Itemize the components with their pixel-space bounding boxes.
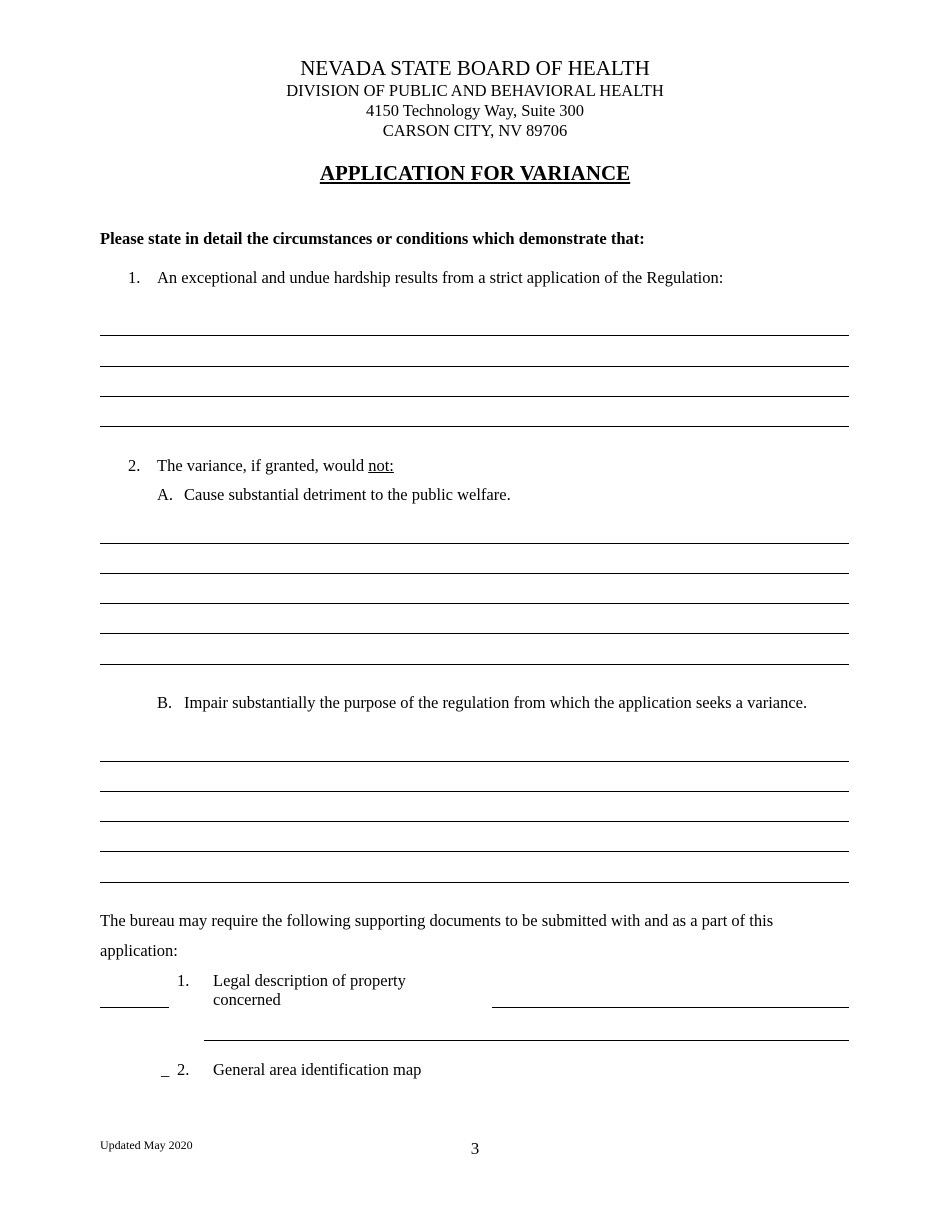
updated-date: Updated May 2020 bbox=[100, 1138, 193, 1152]
item-2-number: 2. bbox=[128, 456, 141, 475]
item-2a-letter: A. bbox=[157, 485, 174, 504]
answer-line[interactable] bbox=[100, 543, 849, 544]
doc-2-text: General area identification map bbox=[213, 1060, 422, 1079]
doc-1-check-line[interactable] bbox=[100, 1007, 169, 1008]
address-line-1: 4150 Technology Way, Suite 300 bbox=[365, 101, 585, 120]
answer-line[interactable] bbox=[100, 664, 849, 665]
doc-2-check-mark[interactable]: _ bbox=[161, 1060, 170, 1079]
item-2-text bbox=[157, 456, 394, 476]
instructions-text: Please state in detail the circumstances or conditions which demonstrate that: bbox=[100, 229, 645, 248]
answer-line[interactable] bbox=[100, 335, 849, 336]
item-2a-text: Cause substantial detriment to the public welfare. bbox=[184, 485, 511, 504]
doc-1-text-line-1: Legal description of property bbox=[213, 971, 406, 990]
page-number: 3 bbox=[470, 1139, 480, 1158]
doc-2-number: 2. bbox=[177, 1060, 190, 1079]
item-1-text: An exceptional and undue hardship results from a strict application of the Regulation: bbox=[157, 268, 724, 287]
item-1-number: 1. bbox=[128, 268, 141, 287]
answer-line[interactable] bbox=[100, 573, 849, 574]
answer-line[interactable] bbox=[100, 603, 849, 604]
item-2-text-main: The variance, if granted, would bbox=[157, 456, 369, 475]
answer-line[interactable] bbox=[100, 396, 849, 397]
page-title: APPLICATION FOR VARIANCE bbox=[319, 161, 631, 185]
doc-1-fill-line-2[interactable] bbox=[204, 1040, 849, 1041]
doc-1-text-line-2: concerned bbox=[213, 990, 281, 1009]
answer-line[interactable] bbox=[100, 882, 849, 883]
supporting-text-line-1: The bureau may require the following supporting documents to be submitted with and as a part of this bbox=[100, 911, 774, 930]
answer-line[interactable] bbox=[100, 633, 849, 634]
answer-line[interactable] bbox=[100, 366, 849, 367]
answer-line[interactable] bbox=[100, 821, 849, 822]
answer-line[interactable] bbox=[100, 791, 849, 792]
division-name: DIVISION OF PUBLIC AND BEHAVIORAL HEALTH bbox=[286, 81, 664, 100]
item-2b-letter: B. bbox=[157, 693, 173, 712]
doc-1-number: 1. bbox=[177, 971, 190, 990]
item-2-emphasis: not: bbox=[368, 456, 394, 475]
supporting-text-line-2: application: bbox=[100, 941, 178, 960]
org-name: NEVADA STATE BOARD OF HEALTH bbox=[300, 56, 650, 80]
answer-line[interactable] bbox=[100, 851, 849, 852]
answer-line[interactable] bbox=[100, 426, 849, 427]
item-2b-text: Impair substantially the purpose of the regulation from which the application seeks a variance. bbox=[184, 693, 808, 712]
doc-1-fill-line[interactable] bbox=[492, 1007, 849, 1008]
address-line-2: CARSON CITY, NV 89706 bbox=[382, 121, 568, 140]
answer-line[interactable] bbox=[100, 761, 849, 762]
